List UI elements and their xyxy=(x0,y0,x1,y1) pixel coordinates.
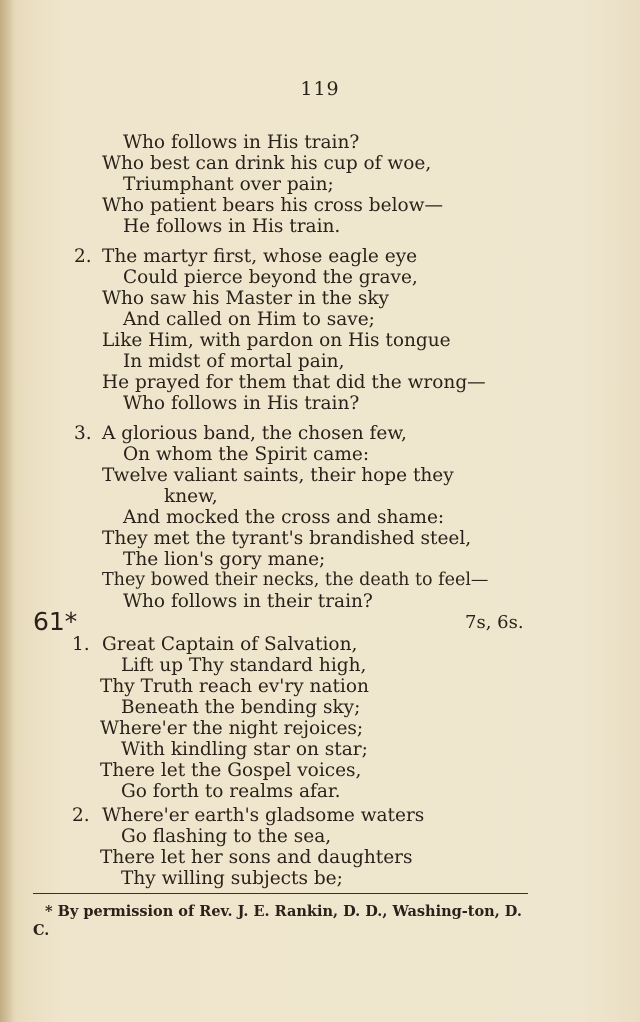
verse-line: Where'er earth's gladsome waters xyxy=(102,805,425,826)
verse-line: On whom the Spirit came: xyxy=(123,444,370,465)
verse-line: Thy willing subjects be; xyxy=(121,868,343,889)
verse-line: Go flashing to the sea, xyxy=(121,826,332,847)
page-edge-shadow xyxy=(0,0,14,1022)
verse-line: They met the tyrant's brandished steel, xyxy=(102,528,472,549)
verse-line: And called on Him to save; xyxy=(123,309,375,330)
verse-line: knew, xyxy=(164,486,218,507)
verse-line: In midst of mortal pain, xyxy=(123,351,345,372)
verse-line: Who best can drink his cup of woe, xyxy=(102,153,432,174)
verse-line: They bowed their necks, the death to feel— xyxy=(102,570,489,590)
verse-line: The lion's gory mane; xyxy=(123,549,326,570)
verse-line: Twelve valiant saints, their hope they xyxy=(102,465,454,486)
verse-number: 2. xyxy=(74,246,92,267)
verse-line: Lift up Thy standard high, xyxy=(121,655,367,676)
verse-line: He follows in His train. xyxy=(123,216,341,237)
verse-number: 3. xyxy=(74,423,92,444)
verse-line: Who follows in His train? xyxy=(123,132,360,153)
page-number: 119 xyxy=(300,78,340,100)
verse-number: 2. xyxy=(72,805,90,826)
footnote-rule xyxy=(33,893,528,894)
verse-line: Who follows in their train? xyxy=(123,591,373,612)
verse-line: A glorious band, the chosen few, xyxy=(102,423,407,444)
verse-line: And mocked the cross and shame: xyxy=(123,507,445,528)
verse-line: Like Him, with pardon on His tongue xyxy=(102,330,451,351)
footnote: * By permission of Rev. J. E. Rankin, D. D., Washing-ton, D. C. xyxy=(33,903,522,939)
verse-line: Could pierce beyond the grave, xyxy=(123,267,418,288)
verse-line: With kindling star on star; xyxy=(121,739,368,760)
verse-line: There let her sons and daughters xyxy=(100,847,413,868)
verse-line: Great Captain of Salvation, xyxy=(102,634,358,655)
verse-line: Beneath the bending sky; xyxy=(121,697,361,718)
verse-line: Thy Truth reach ev'ry nation xyxy=(100,676,369,697)
hymn-number: 61* xyxy=(33,607,78,636)
verse-number: 1. xyxy=(72,634,90,655)
hymn-meter: 7s, 6s. xyxy=(465,612,524,633)
verse-line: Who saw his Master in the sky xyxy=(102,288,390,309)
verse-line: The martyr first, whose eagle eye xyxy=(102,246,418,267)
verse-line: He prayed for them that did the wrong— xyxy=(102,372,486,393)
verse-line: Where'er the night rejoices; xyxy=(100,718,364,739)
verse-line: Go forth to realms afar. xyxy=(121,781,341,802)
verse-line: There let the Gospel voices, xyxy=(100,760,362,781)
verse-line: Triumphant over pain; xyxy=(123,174,334,195)
verse-line: Who patient bears his cross below— xyxy=(102,195,443,216)
verse-line: Who follows in His train? xyxy=(123,393,360,414)
